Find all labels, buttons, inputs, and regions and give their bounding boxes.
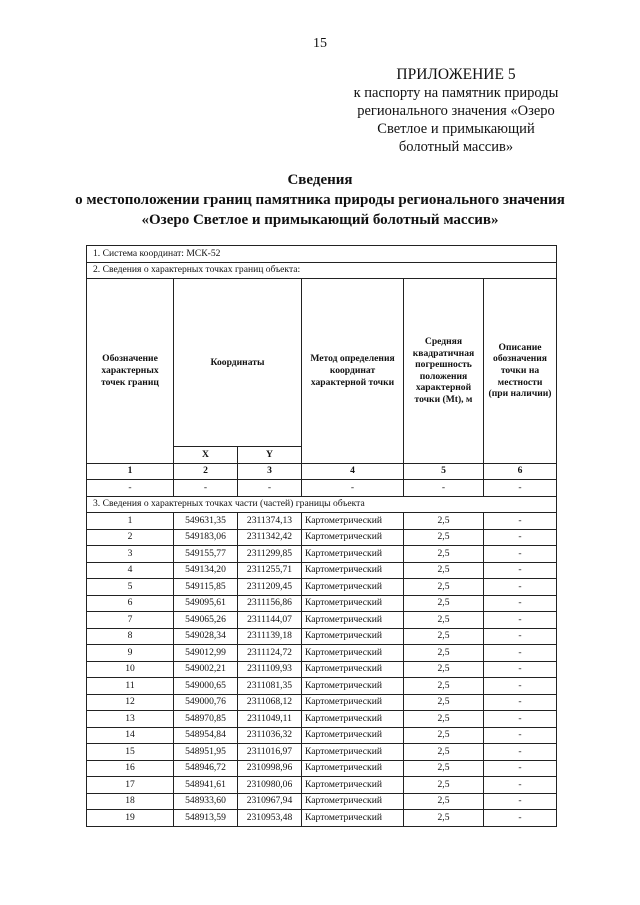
point-description: -	[484, 661, 557, 678]
coordinate-x: 548951,95	[174, 744, 238, 761]
method-cell: Картометрический	[302, 612, 404, 629]
mean-error: 2,5	[404, 744, 484, 761]
method-cell: Картометрический	[302, 513, 404, 530]
table-row	[87, 546, 557, 563]
point-number: 2	[87, 529, 174, 546]
coordinate-y: 2311016,97	[238, 744, 302, 761]
mean-error: 2,5	[404, 711, 484, 728]
point-description: -	[484, 595, 557, 612]
mean-error: 2,5	[404, 513, 484, 530]
method-cell: Картометрический	[302, 678, 404, 695]
coordinate-y: 2311156,86	[238, 595, 302, 612]
appendix-line: Светлое и примыкающий	[377, 121, 535, 137]
method-cell: Картометрический	[302, 645, 404, 662]
table-row	[87, 628, 557, 645]
point-description: -	[484, 777, 557, 794]
table-row	[87, 678, 557, 695]
coordinate-y: 2311124,72	[238, 645, 302, 662]
coordinate-y: 2311342,42	[238, 529, 302, 546]
method-cell: Картометрический	[302, 777, 404, 794]
header-method: Метод определения координат характерной точки	[302, 279, 404, 464]
coordinate-y: 2311139,18	[238, 628, 302, 645]
mean-error: 2,5	[404, 727, 484, 744]
appendix-title: ПРИЛОЖЕНИЕ 5	[396, 66, 516, 83]
mean-error: 2,5	[404, 760, 484, 777]
mean-error: 2,5	[404, 628, 484, 645]
method-cell: Картометрический	[302, 727, 404, 744]
coordinate-y: 2311209,45	[238, 579, 302, 596]
coordinate-y: 2310980,06	[238, 777, 302, 794]
method-cell: Картометрический	[302, 760, 404, 777]
coordinate-y: 2311109,93	[238, 661, 302, 678]
mean-error: 2,5	[404, 595, 484, 612]
appendix-block	[340, 66, 572, 156]
empty-cell: -	[302, 480, 404, 497]
coordinate-x: 548946,72	[174, 760, 238, 777]
point-description: -	[484, 793, 557, 810]
header-coordinate-x: X	[174, 447, 238, 464]
table-row	[87, 777, 557, 794]
table-row	[87, 793, 557, 810]
coordinate-y: 2311255,71	[238, 562, 302, 579]
appendix-line: регионального значения «Озеро	[357, 103, 555, 119]
point-number: 18	[87, 793, 174, 810]
coordinate-y: 2311299,85	[238, 546, 302, 563]
empty-cell: -	[174, 480, 238, 497]
coordinate-y: 2311081,35	[238, 678, 302, 695]
point-description: -	[484, 744, 557, 761]
mean-error: 2,5	[404, 810, 484, 827]
coordinate-x: 548954,84	[174, 727, 238, 744]
coordinate-x: 549002,21	[174, 661, 238, 678]
heading-line: о местоположении границ памятника природы регионального значения	[75, 192, 565, 208]
coordinate-x: 549115,85	[174, 579, 238, 596]
method-cell: Картометрический	[302, 628, 404, 645]
table-row	[87, 579, 557, 596]
column-number: 5	[404, 463, 484, 480]
point-description: -	[484, 760, 557, 777]
point-number: 7	[87, 612, 174, 629]
empty-cell: -	[238, 480, 302, 497]
point-number: 8	[87, 628, 174, 645]
point-number: 14	[87, 727, 174, 744]
table-row	[87, 711, 557, 728]
point-description: -	[484, 562, 557, 579]
column-number: 2	[174, 463, 238, 480]
coordinate-x: 548933,60	[174, 793, 238, 810]
point-description: -	[484, 694, 557, 711]
coordinate-y: 2311049,11	[238, 711, 302, 728]
point-description: -	[484, 612, 557, 629]
point-description: -	[484, 513, 557, 530]
point-number: 16	[87, 760, 174, 777]
coordinate-y: 2311068,12	[238, 694, 302, 711]
heading-line: «Озеро Светлое и примыкающий болотный массив»	[141, 212, 499, 228]
table-row	[87, 513, 557, 530]
column-number: 6	[484, 463, 557, 480]
point-description: -	[484, 529, 557, 546]
section-part-boundary-points: 3. Сведения о характерных точках части (частей) границы объекта	[87, 496, 557, 513]
appendix-line: к паспорту на памятник природы	[353, 85, 559, 101]
coordinate-x: 549155,77	[174, 546, 238, 563]
coordinate-x: 549000,65	[174, 678, 238, 695]
header-description: Описание обозначения точки на местности (при наличии)	[484, 279, 557, 464]
header-mean-error: Средняя квадратичная погрешность положения характерной точки (Mt), м	[404, 279, 484, 464]
mean-error: 2,5	[404, 777, 484, 794]
point-number: 4	[87, 562, 174, 579]
point-description: -	[484, 579, 557, 596]
method-cell: Картометрический	[302, 562, 404, 579]
empty-data-row	[87, 480, 557, 497]
boundary-points-table	[86, 245, 557, 827]
coordinate-y: 2310953,48	[238, 810, 302, 827]
header-point-designation: Обозначение характерных точек границ	[87, 279, 174, 464]
table-row	[87, 661, 557, 678]
point-number: 13	[87, 711, 174, 728]
header-coordinate-y: Y	[238, 447, 302, 464]
method-cell: Картометрический	[302, 810, 404, 827]
method-cell: Картометрический	[302, 529, 404, 546]
column-number: 4	[302, 463, 404, 480]
coordinate-x: 548913,59	[174, 810, 238, 827]
method-cell: Картометрический	[302, 711, 404, 728]
coordinate-y: 2311374,13	[238, 513, 302, 530]
point-description: -	[484, 628, 557, 645]
table-row	[87, 612, 557, 629]
coordinate-x: 549000,76	[174, 694, 238, 711]
table-row	[87, 727, 557, 744]
empty-cell: -	[484, 480, 557, 497]
table-row	[87, 529, 557, 546]
coordinate-x: 549012,99	[174, 645, 238, 662]
mean-error: 2,5	[404, 579, 484, 596]
heading-line: Сведения	[287, 172, 353, 188]
coordinate-x: 548970,85	[174, 711, 238, 728]
mean-error: 2,5	[404, 793, 484, 810]
point-number: 15	[87, 744, 174, 761]
coordinate-y: 2310998,96	[238, 760, 302, 777]
coordinate-x: 549095,61	[174, 595, 238, 612]
method-cell: Картометрический	[302, 661, 404, 678]
method-cell: Картометрический	[302, 793, 404, 810]
coordinate-x: 549065,26	[174, 612, 238, 629]
column-number: 3	[238, 463, 302, 480]
mean-error: 2,5	[404, 562, 484, 579]
coordinate-y: 2311144,07	[238, 612, 302, 629]
table-row	[87, 645, 557, 662]
point-number: 6	[87, 595, 174, 612]
point-number: 9	[87, 645, 174, 662]
coordinate-x: 549631,35	[174, 513, 238, 530]
point-number: 19	[87, 810, 174, 827]
table-row	[87, 810, 557, 827]
point-number: 5	[87, 579, 174, 596]
method-cell: Картометрический	[302, 579, 404, 596]
mean-error: 2,5	[404, 678, 484, 695]
coordinate-x: 549028,34	[174, 628, 238, 645]
empty-cell: -	[404, 480, 484, 497]
mean-error: 2,5	[404, 612, 484, 629]
method-cell: Картометрический	[302, 595, 404, 612]
point-description: -	[484, 645, 557, 662]
column-number: 1	[87, 463, 174, 480]
mean-error: 2,5	[404, 661, 484, 678]
page-number: 15	[313, 36, 327, 51]
table-row	[87, 694, 557, 711]
point-description: -	[484, 546, 557, 563]
coordinate-x: 549183,06	[174, 529, 238, 546]
mean-error: 2,5	[404, 694, 484, 711]
mean-error: 2,5	[404, 546, 484, 563]
point-number: 12	[87, 694, 174, 711]
method-cell: Картометрический	[302, 744, 404, 761]
mean-error: 2,5	[404, 645, 484, 662]
header-coordinates: Координаты	[174, 279, 302, 447]
table-row	[87, 562, 557, 579]
coordinate-y: 2310967,94	[238, 793, 302, 810]
point-number: 17	[87, 777, 174, 794]
point-description: -	[484, 711, 557, 728]
method-cell: Картометрический	[302, 694, 404, 711]
method-cell: Картометрический	[302, 546, 404, 563]
point-description: -	[484, 727, 557, 744]
coordinate-x: 549134,20	[174, 562, 238, 579]
section-boundary-points: 2. Сведения о характерных точках границ объекта:	[87, 262, 557, 279]
coordinate-y: 2311036,32	[238, 727, 302, 744]
point-number: 11	[87, 678, 174, 695]
mean-error: 2,5	[404, 529, 484, 546]
table-row	[87, 760, 557, 777]
document-heading	[0, 170, 640, 230]
table-row	[87, 595, 557, 612]
section-coordinate-system: 1. Система координат: МСК-52	[87, 246, 557, 263]
empty-cell: -	[87, 480, 174, 497]
point-number: 1	[87, 513, 174, 530]
point-number: 10	[87, 661, 174, 678]
column-number-row	[87, 463, 557, 480]
point-description: -	[484, 678, 557, 695]
point-description: -	[484, 810, 557, 827]
appendix-line: болотный массив»	[398, 139, 514, 155]
point-number: 3	[87, 546, 174, 563]
table-row	[87, 744, 557, 761]
coordinate-x: 548941,61	[174, 777, 238, 794]
